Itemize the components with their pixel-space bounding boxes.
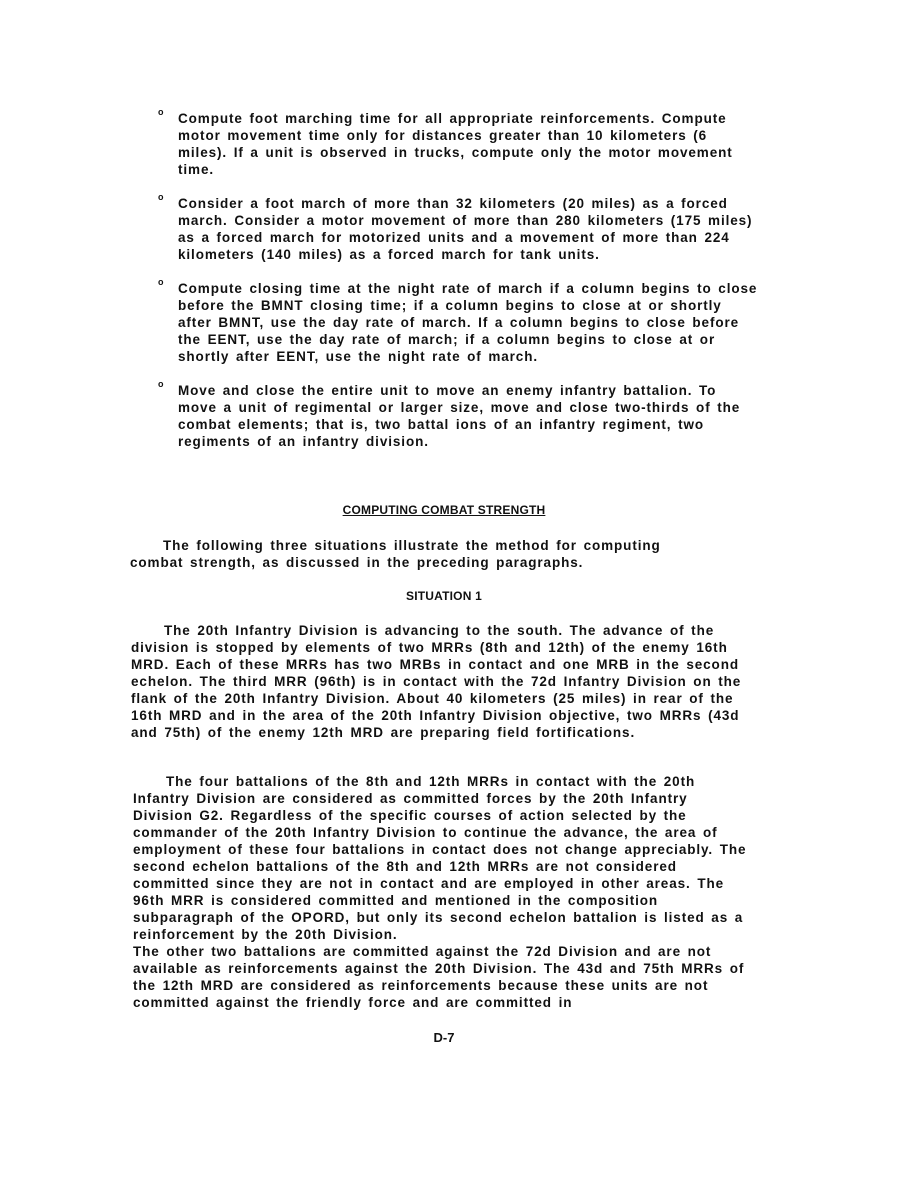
bullet-marker: o (158, 107, 164, 117)
bullet-text: Compute foot marching time for all appropriate reinforcements. Compute motor movement time only for distances greater than 10 kilometers (6 miles). If a unit is observed in trucks, compute only the motor movement time. (178, 111, 733, 177)
situation-paragraph-2-continuation: The other two battalions are committed against the 72d Division and are not available as reinforcements against the 20th Division. The 43d and 75th MRRs of the 12th MRD are considered as reinforcements because these units are not committed against the friendly force and are committed in (133, 944, 745, 1010)
bullet-text: Consider a foot march of more than 32 kilometers (20 miles) as a forced march. Consider a motor movement of more than 280 kilometers (175 miles) as a forced march for motorized units and a movement of more than 224 kilometers (140 miles) as a forced march for tank units. (178, 196, 753, 262)
bullet-marker: o (158, 379, 164, 389)
bullet-marker: o (158, 192, 164, 202)
situation-paragraph-2 (133, 773, 753, 1011)
page-number: D-7 (433, 1030, 455, 1045)
intro-paragraph (130, 537, 720, 571)
situation-heading: SITUATION 1 (406, 589, 482, 603)
bullet-list (158, 107, 758, 467)
bullet-text: Compute closing time at the night rate of march if a column begins to close before the BMNT closing time; if a column begins to close at or shortly after BMNT, use the day rate of march. If a column begins to close before the EENT, use the day rate of march; if a column begins to close at or shortly after EENT, use the night rate of march. (178, 281, 758, 364)
bullet-item (158, 192, 758, 263)
bullet-text: Move and close the entire unit to move an enemy infantry battalion. To move a unit of regimental or larger size, move and close two-thirds of the combat elements; that is, two battal ions of an infantry regiment, two regiments of an infantry division. (178, 383, 741, 449)
situation-paragraph-1-text: The 20th Infantry Division is advancing to the south. The advance of the division is stopped by elements of two MRRs (8th and 12th) of the enemy 16th MRD. Each of these MRRs has two MRBs in contact and one MRB in the second echelon. The third MRR (96th) is in contact with the 72d Infantry Division on the flank of the 20th Infantry Division. About 40 kilometers (25 miles) in rear of the 16th MRD and in the area of the 20th Infantry Division objective, two MRRs (43d and 75th) of the enemy 12th MRD are preparing field fortifications. (131, 623, 742, 740)
bullet-item (158, 107, 758, 178)
intro-paragraph-text: The following three situations illustrate the method for computing combat strength, as discussed in the preceding paragraphs. (130, 538, 661, 570)
bullet-marker: o (158, 277, 164, 287)
bullet-item (158, 277, 758, 365)
situation-paragraph-1 (131, 622, 751, 741)
bullet-item (158, 379, 758, 450)
situation-paragraph-2-text: The four battalions of the 8th and 12th MRRs in contact with the 20th Infantry Division are considered as committed forces by the 20th Infantry Division G2. Regardless of the specific courses of action selected by the commander of the 20th Infantry Division to continue the advance, the area of employment of these four battalions in contact does not change appreciably. The second echelon battalions of the 8th and 12th MRRs are not considered committed since they are not in contact and are employed in other areas. The 96th MRR is considered committed and mentioned in the composition subparagraph of the OPORD, but only its second echelon battalion is listed as a reinforcement by the 20th Division. (133, 774, 747, 942)
section-heading: COMPUTING COMBAT STRENGTH (342, 503, 546, 517)
